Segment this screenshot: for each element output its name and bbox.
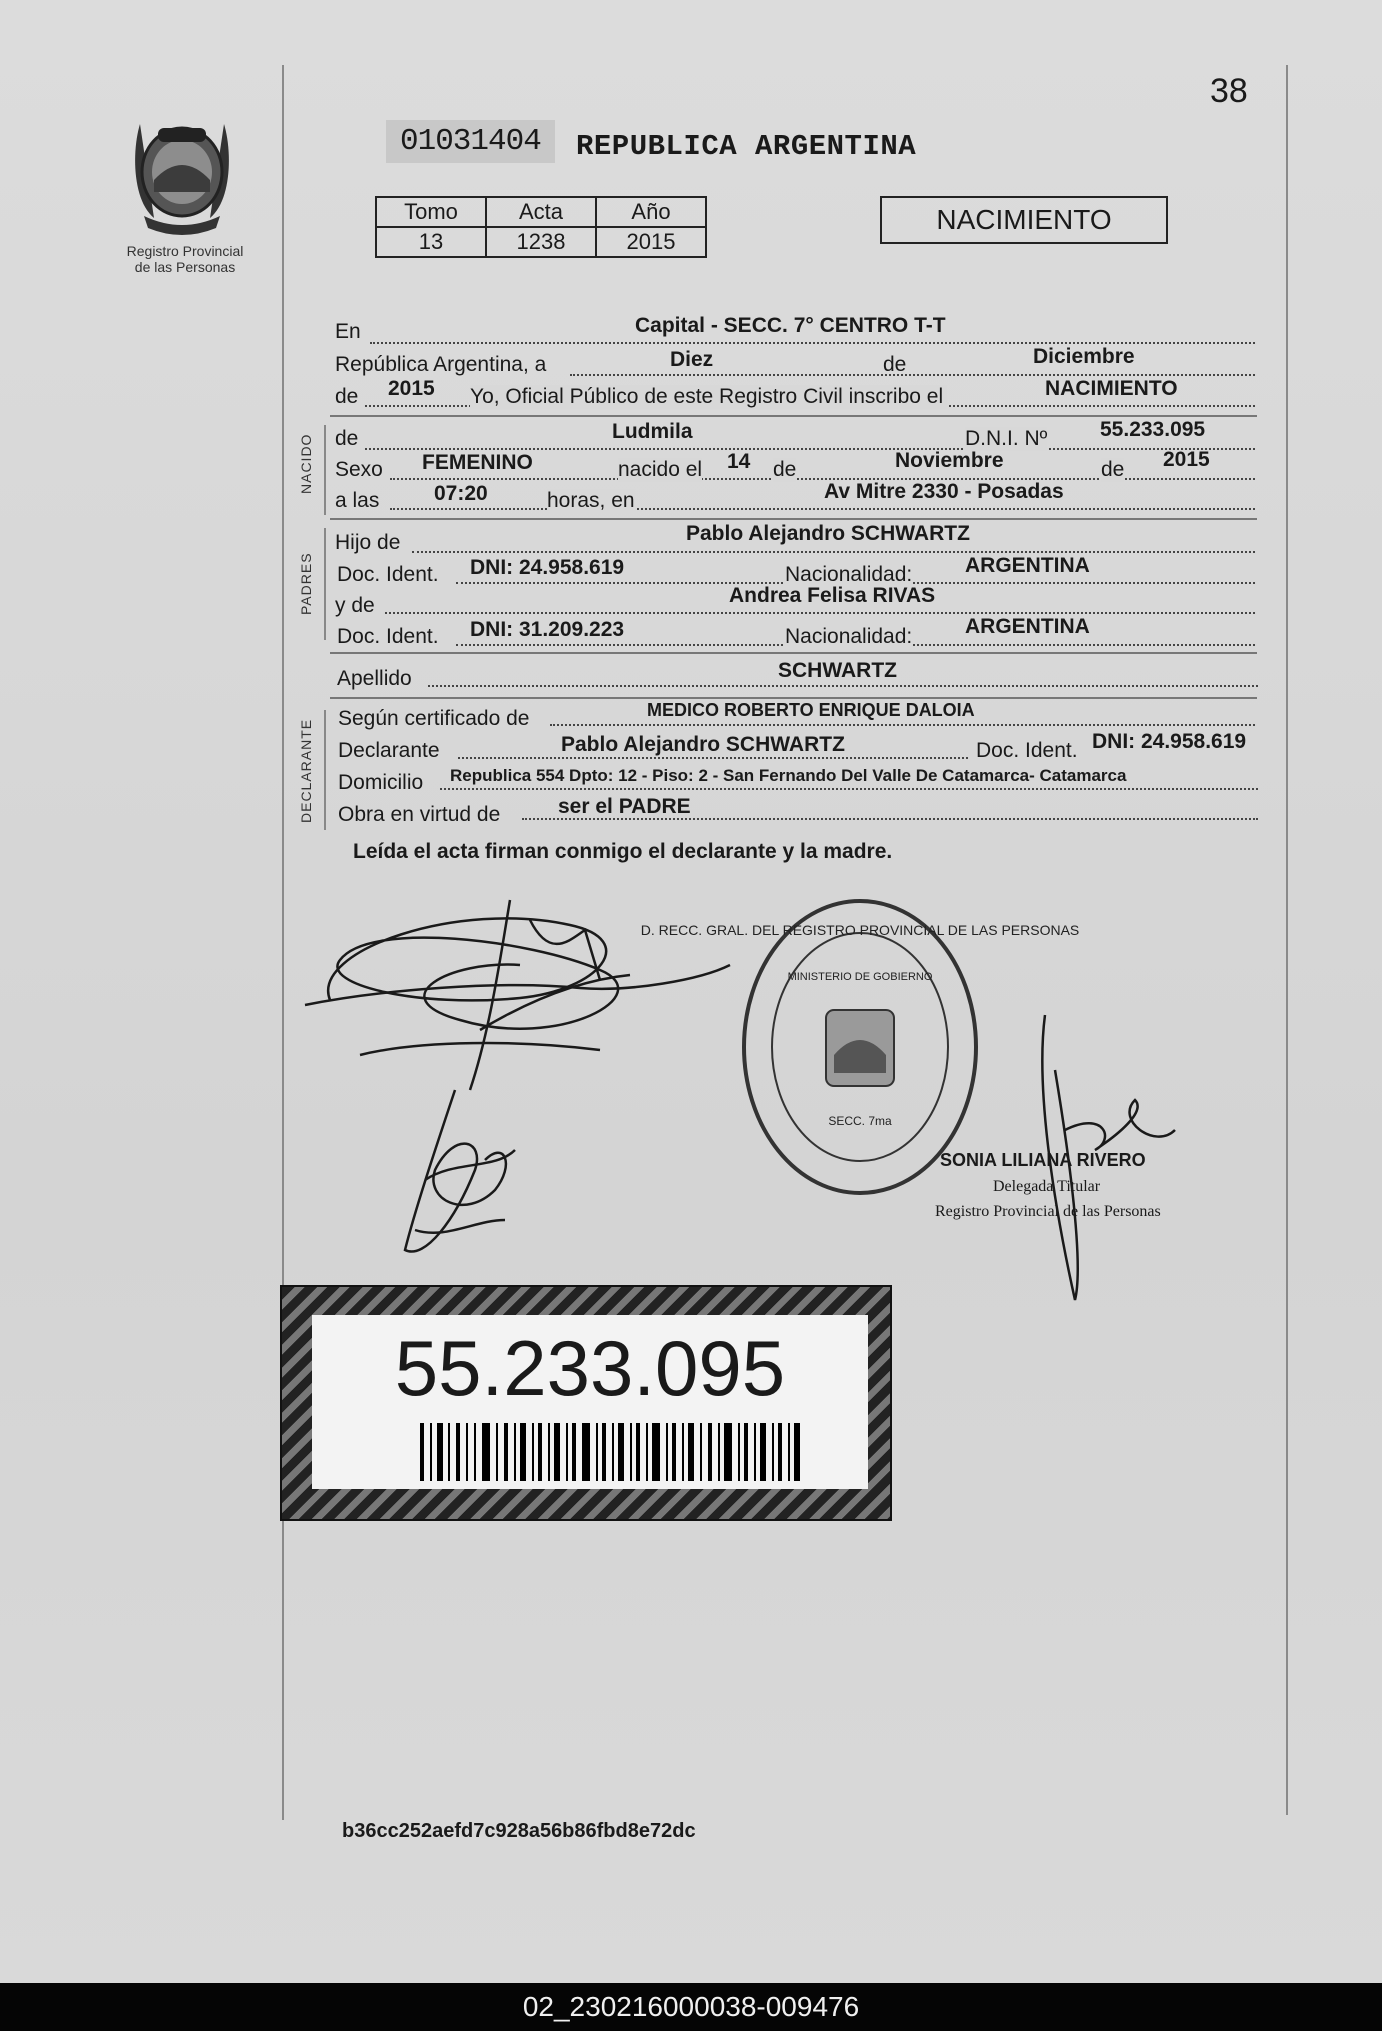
value-declarante: Pablo Alejandro SCHWARTZ xyxy=(561,733,845,756)
label-republica-a: República Argentina, a xyxy=(335,353,547,376)
page-number: 38 xyxy=(1210,72,1248,110)
label-de-2: de xyxy=(335,385,359,408)
value-madre-nac: ARGENTINA xyxy=(965,615,1090,638)
value-nombre: Ludmila xyxy=(612,420,693,443)
value-tomo: 13 xyxy=(376,227,486,257)
label-de-1: de xyxy=(883,353,907,376)
value-sexo: FEMENINO xyxy=(422,451,533,474)
value-mes: Diciembre xyxy=(1033,345,1135,368)
dotline xyxy=(365,448,1255,450)
seal-inner-text: MINISTERIO DE GOBIERNO xyxy=(787,971,933,983)
value-padre: Pablo Alejandro SCHWARTZ xyxy=(686,522,970,545)
value-madre: Andrea Felisa RIVAS xyxy=(729,584,936,607)
barcode-bars xyxy=(420,1423,800,1481)
registry-table xyxy=(375,196,707,258)
official-office: Registro Provincial de las Personas xyxy=(935,1203,1161,1220)
side-label-padres: PADRES xyxy=(298,552,314,615)
value-dia: Diez xyxy=(670,348,714,371)
dotline xyxy=(370,342,1255,344)
logo-caption-line1: Registro Provincial xyxy=(126,243,244,259)
value-anio: 2015 xyxy=(596,227,706,257)
header-anio: Año xyxy=(596,197,706,227)
closing-statement: Leída el acta firman conmigo el declarante y la madre. xyxy=(353,840,893,863)
value-lugar-nac: Av Mitre 2330 - Posadas xyxy=(824,480,1064,503)
official-role: Delegada Titular xyxy=(993,1178,1101,1195)
value-nac-anio: 2015 xyxy=(1163,448,1210,471)
official-name: SONIA LILIANA RIVERO xyxy=(940,1150,1146,1170)
side-label-declarante: DECLARANTE xyxy=(298,718,314,823)
value-padre-doc: DNI: 24.958.619 xyxy=(470,556,625,579)
section-divider xyxy=(330,415,1257,417)
dotline xyxy=(428,685,1258,687)
left-margin-line xyxy=(282,65,284,1820)
label-a-las: a las xyxy=(335,489,380,512)
side-label-nacido: NACIDO xyxy=(298,433,314,494)
label-obra: Obra en virtud de xyxy=(338,803,501,826)
value-acta: 1238 xyxy=(486,227,596,257)
label-de-anio: de xyxy=(1101,458,1125,481)
dotline xyxy=(390,478,1255,480)
label-doc-declarante: Doc. Ident. xyxy=(976,739,1078,762)
label-hijo-de: Hijo de xyxy=(335,531,401,554)
section-divider xyxy=(330,518,1257,520)
value-obra: ser el PADRE xyxy=(558,795,691,818)
dotline xyxy=(440,788,1258,790)
logo-caption xyxy=(110,243,260,275)
barcode-number: 55.233.095 xyxy=(394,1324,786,1412)
value-dni: 55.233.095 xyxy=(1100,418,1206,441)
label-domicilio: Domicilio xyxy=(338,771,424,794)
label-yo-oficial: Yo, Oficial Público de este Registro Civil inscribo el xyxy=(470,385,947,409)
mother-signature xyxy=(395,1070,545,1270)
footer-file-id: 02_230216000038-009476 xyxy=(0,1983,1382,2031)
value-apellido: SCHWARTZ xyxy=(778,659,897,682)
value-domicilio: Republica 554 Dpto: 12 - Piso: 2 - San Fernando Del Valle De Catamarca- Catamarca xyxy=(450,766,1127,785)
value-nac-mes: Noviembre xyxy=(895,449,1004,472)
label-y-de: y de xyxy=(335,594,375,617)
label-nac-madre: Nacionalidad: xyxy=(785,625,913,648)
label-en: En xyxy=(335,320,361,343)
barcode-label-inner xyxy=(312,1315,868,1489)
document-type-box: NACIMIENTO xyxy=(880,196,1168,244)
value-padre-nac: ARGENTINA xyxy=(965,554,1090,577)
value-lugar: Capital - SECC. 7° CENTRO T-T xyxy=(635,314,946,337)
dotline xyxy=(412,551,1255,553)
document-hash: b36cc252aefd7c928a56b86fbd8e72dc xyxy=(342,1820,696,1842)
value-acto: NACIMIENTO xyxy=(1045,377,1178,400)
value-certificado: MEDICO ROBERTO ENRIQUE DALOIA xyxy=(647,700,975,720)
label-nac-padre: Nacionalidad: xyxy=(785,563,913,586)
label-doc-madre: Doc. Ident. xyxy=(337,625,439,648)
header-tomo: Tomo xyxy=(376,197,486,227)
label-de-nombre: de xyxy=(335,427,359,450)
value-anio: 2015 xyxy=(388,377,435,400)
label-declarante: Declarante xyxy=(338,739,440,762)
value-madre-doc: DNI: 31.209.223 xyxy=(470,618,625,641)
seal-bottom-text: SECC. 7ma xyxy=(828,1114,892,1128)
section-divider xyxy=(330,652,1257,654)
dotline xyxy=(570,374,1255,376)
header-acta: Acta xyxy=(486,197,596,227)
label-horas-en: horas, en xyxy=(547,489,635,512)
label-apellido: Apellido xyxy=(337,667,412,690)
dotline xyxy=(550,724,1255,726)
section-bracket xyxy=(324,710,326,830)
barcode-label xyxy=(280,1285,892,1521)
right-margin-line xyxy=(1286,65,1288,1815)
section-bracket xyxy=(324,425,326,515)
value-hora: 07:20 xyxy=(434,482,488,505)
country-title: REPUBLICA ARGENTINA xyxy=(576,130,917,163)
value-nac-dia: 14 xyxy=(727,450,751,473)
seal-ring-text: D. RECC. GRAL. DEL REGISTRO PROVINCIAL DE LAS PERSONAS xyxy=(640,922,1080,938)
label-segun-cert: Según certificado de xyxy=(338,707,530,730)
label-nacido-el: nacido el xyxy=(618,458,703,481)
dotline xyxy=(385,612,1255,614)
section-bracket xyxy=(324,528,326,640)
section-divider xyxy=(330,697,1257,699)
logo-caption-line2: de las Personas xyxy=(134,259,236,275)
value-declarante-doc: DNI: 24.958.619 xyxy=(1092,730,1247,753)
dotline xyxy=(458,757,968,759)
serial-number: 01031404 xyxy=(386,120,555,163)
dotline xyxy=(390,508,1255,510)
label-sexo: Sexo xyxy=(335,458,383,481)
province-logo xyxy=(122,110,242,240)
label-de-mes: de xyxy=(773,458,797,481)
label-doc-padre: Doc. Ident. xyxy=(337,563,439,586)
label-dni: D.N.I. Nº xyxy=(965,427,1048,450)
